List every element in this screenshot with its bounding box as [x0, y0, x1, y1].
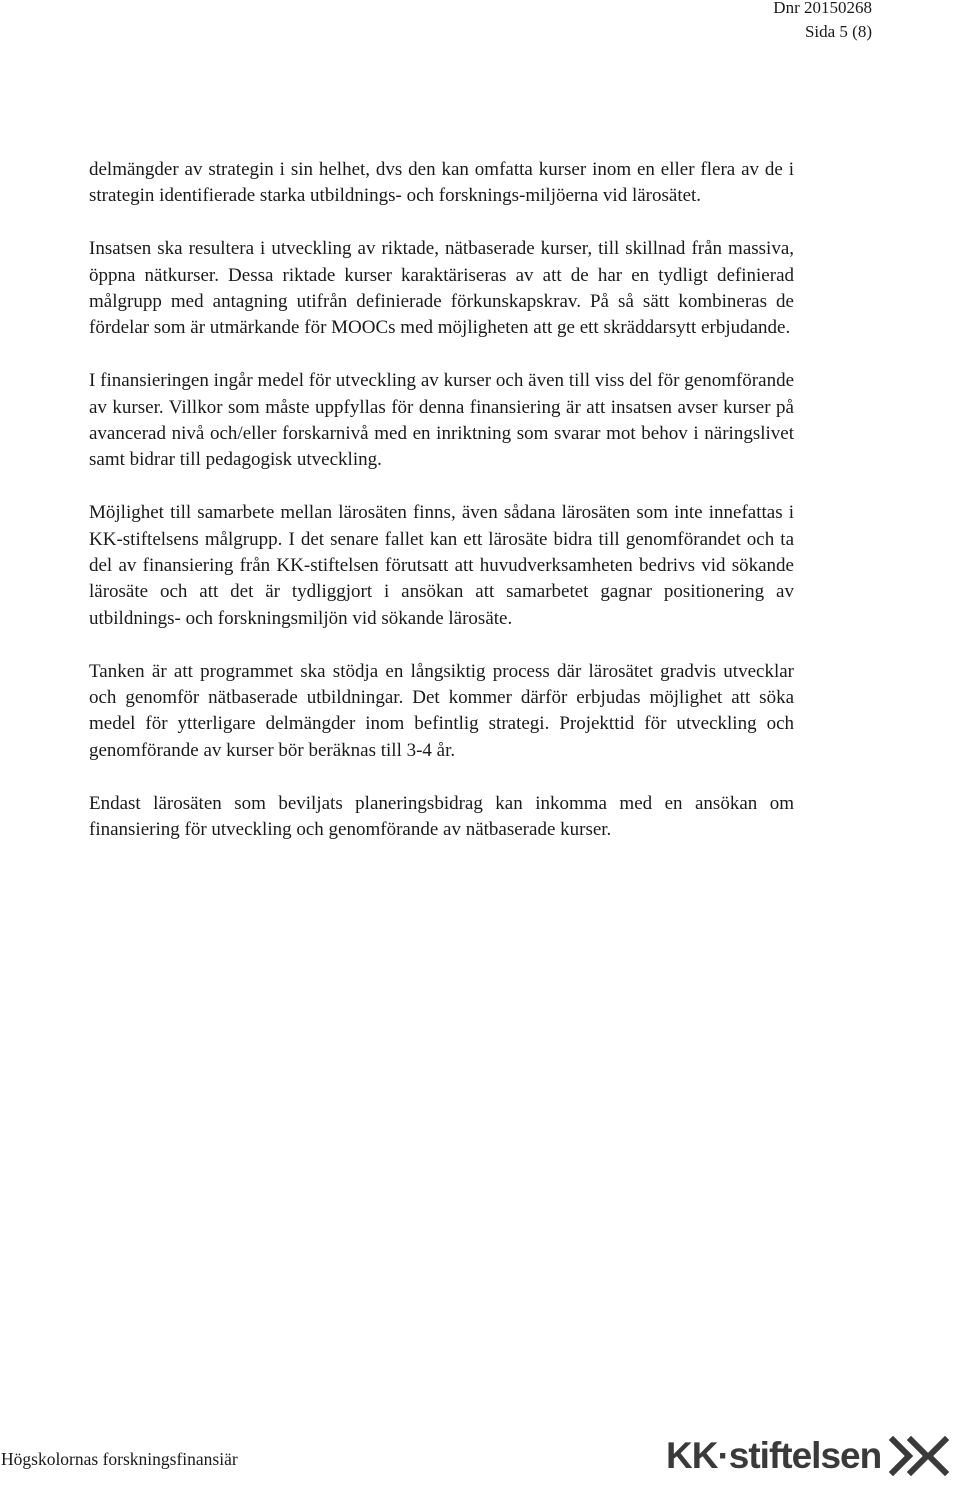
paragraph: I finansieringen ingår medel för utveckling av kurser och även till viss del för genomförande av kurser. Villkor som måste uppfyllas för denna finansiering är att insatsen avser kurser på avancerad nivå och/eller forskarnivå med en inriktning som svarar mot behov i näringslivet samt bidrar till pedagogisk utveckling.	[89, 370, 794, 471]
paragraph: Möjlighet till samarbete mellan lärosäten finns, även sådana lärosäten som inte innefattas i KK-stiftelsens målgrupp. I det senare fallet kan ett lärosäte bidra till genomförandet och ta del av finansiering från KK-stiftelsen förutsatt att huvudverksamheten bedrivs vid sökande lärosäte och att det är tydliggjort i ansökan att samarbetet gagnar positionering av utbildnings- och forskningsmiljön vid sökande lärosäte.	[89, 502, 794, 629]
logo-mark-icon	[889, 1436, 949, 1476]
page-number: Sida 5 (8)	[804, 22, 872, 41]
document-body	[89, 157, 794, 870]
paragraph: delmängder av strategin i sin helhet, dvs den kan omfatta kurser inom en eller flera av de i strategin identifierade starka utbildnings- och forsknings-miljöerna vid lärosätet.	[89, 159, 794, 207]
footer-tagline: Högskolornas forskningsfinansiär	[1, 1449, 238, 1469]
paragraph: Endast lärosäten som beviljats planeringsbidrag kan inkomma med en ansökan om finansiering för utveckling och genomförande av nätbaserade kurser.	[89, 792, 794, 841]
paragraph: Insatsen ska resultera i utveckling av riktade, nätbaserade kurser, till skillnad från massiva, öppna nätkurser. Dessa riktade kurser karaktäriseras av att de har en tydligt definierad målgrupp med antagning utifrån definierade förkunskapskrav. På så sätt kombineras de fördelar som är utmärkande för MOOCs med möjligheten att ge ett skräddarsytt erbjudande.	[89, 238, 794, 339]
document-number: Dnr 20150268	[773, 0, 872, 17]
page-header	[773, 0, 872, 44]
kk-stiftelsen-logo	[666, 1434, 949, 1478]
paragraph: Tanken är att programmet ska stödja en långsiktig process där lärosätet gradvis utvecklar och genomför nätbaserade utbildningar. Det kommer därför erbjudas möjlighet att söka medel för ytterligare delmängder inom befintlig strategi. Projekttid för utveckling och genomförande av kurser bör beräknas till 3-4 år.	[89, 660, 794, 761]
logo-wordmark: KK·stiftelsen	[666, 1435, 882, 1476]
